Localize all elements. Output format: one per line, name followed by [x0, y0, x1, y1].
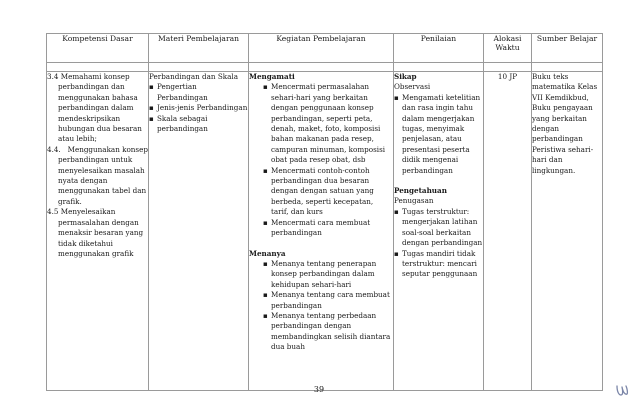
sumber-cell: [532, 72, 603, 391]
sikap-subtitle: Observasi: [394, 82, 431, 92]
pengetahuan-item: ▪ Tugas mandiri tidak terstruktur: mencari seputar penggunaan: [394, 249, 483, 280]
header-alokasi-waktu: Alokasi Waktu: [484, 34, 532, 63]
materi-item: ▪ Jenis-jenis Perbandingan: [149, 103, 248, 113]
mengamati-list: [249, 82, 393, 238]
header-kompetensi-dasar: Kompetensi Dasar: [47, 34, 149, 63]
kd-text: Menggunakan konsep perbandingan untuk menyelesaikan masalah nyata dengan menggunakan tabel dan grafik.: [58, 144, 148, 206]
pengetahuan-title: Pengetahuan: [394, 186, 447, 196]
pengetahuan-subtitle: Penugasan: [394, 196, 434, 206]
page-number: 39: [313, 385, 325, 394]
kd-text: Menyelesaikan permasalahan dengan menaksir besaran yang tidak diketahui menggunakan grafik: [58, 207, 144, 258]
sikap-list: [394, 93, 483, 176]
menanya-title: Menanya: [249, 248, 286, 258]
kd-item: [47, 72, 148, 145]
spacer-row: [47, 63, 603, 72]
sumber-text: Buku teks matematika Kelas VII Kemdikbud, Buku pengayaan yang berkaitan dengan perbandingan Peristiwa sehari-hari dan lingkungan.: [532, 72, 598, 175]
penilaian-cell: [394, 72, 484, 391]
header-kegiatan-pembelajaran: Kegiatan Pembelajaran: [249, 34, 394, 63]
menanya-item: ▪ Menanya tentang cara membuat perbandingan: [263, 290, 393, 311]
kompetensi-dasar-cell: [47, 72, 149, 391]
publisher-logo-icon: [614, 382, 630, 398]
kd-text: Memahami konsep perbandingan dan menggunakan bahasa perbandingan dalam mendeskripsikan hubungan dua besaran atau lebih;: [58, 72, 142, 144]
header-materi-pembelajaran: Materi Pembelajaran: [149, 34, 249, 63]
menanya-list: [249, 259, 393, 353]
materi-cell: [149, 72, 249, 391]
alokasi-value: 10 JP: [497, 72, 518, 81]
mengamati-title: Mengamati: [249, 72, 295, 81]
kd-item: [47, 145, 148, 207]
pengetahuan-item: ▪ Tugas terstruktur: mengerjakan latihan soal-soal berkaitan dengan perbandingan: [394, 207, 483, 249]
menanya-item: ▪ Menanya tentang penerapan konsep perbandingan dalam kehidupan sehari-hari: [263, 259, 393, 290]
header-penilaian: Penilaian: [394, 34, 484, 63]
sikap-title: Sikap: [394, 72, 417, 81]
materi-list: [149, 82, 248, 134]
kompetensi-dasar-list: [47, 72, 148, 259]
kd-number: 3.4: [47, 72, 59, 81]
sikap-item: ▪ Mengamati ketelitian dan rasa ingin tahu dalam mengerjakan tugas, menyimak penjelasan, atau presentasi peserta didik mengenai perbandingan: [394, 93, 483, 176]
kd-item: [47, 207, 148, 259]
kd-number: 4.5: [47, 207, 59, 217]
alokasi-cell: [484, 72, 532, 391]
header-row: [47, 34, 603, 63]
materi-item: ▪ Pengertian Perbandingan: [149, 82, 248, 103]
pengetahuan-list: [394, 207, 483, 280]
mengamati-item: ▪ Mencermati contoh-contoh perbandingan dua besaran dengan dengan satuan yang berbeda, seperti kecepatan, tarif, dan kurs: [263, 166, 393, 218]
mengamati-item: ▪ Mencermati permasalahan sehari-hari yang berkaitan dengan penggunaan konsep perbandingan, seperti peta, denah, maket, foto, komposisi bahan makanan pada resep, campuran minuman, komposisi obat pada resep obat, dsb: [263, 82, 393, 165]
mengamati-item: ▪ Mencermati cara membuat perbandingan: [263, 218, 393, 239]
materi-item: ▪ Skala sebagai perbandingan: [149, 114, 248, 135]
header-sumber-belajar: Sumber Belajar: [532, 34, 603, 63]
content-row: [47, 72, 603, 391]
syllabus-table: [46, 33, 603, 391]
kegiatan-cell: [249, 72, 394, 391]
kd-number: 4.4.: [47, 144, 61, 154]
menanya-item: ▪ Menanya tentang perbedaan perbandingan dengan membandingkan selisih diantara dua buah: [263, 311, 393, 353]
materi-title: Perbandingan dan Skala: [149, 72, 238, 81]
